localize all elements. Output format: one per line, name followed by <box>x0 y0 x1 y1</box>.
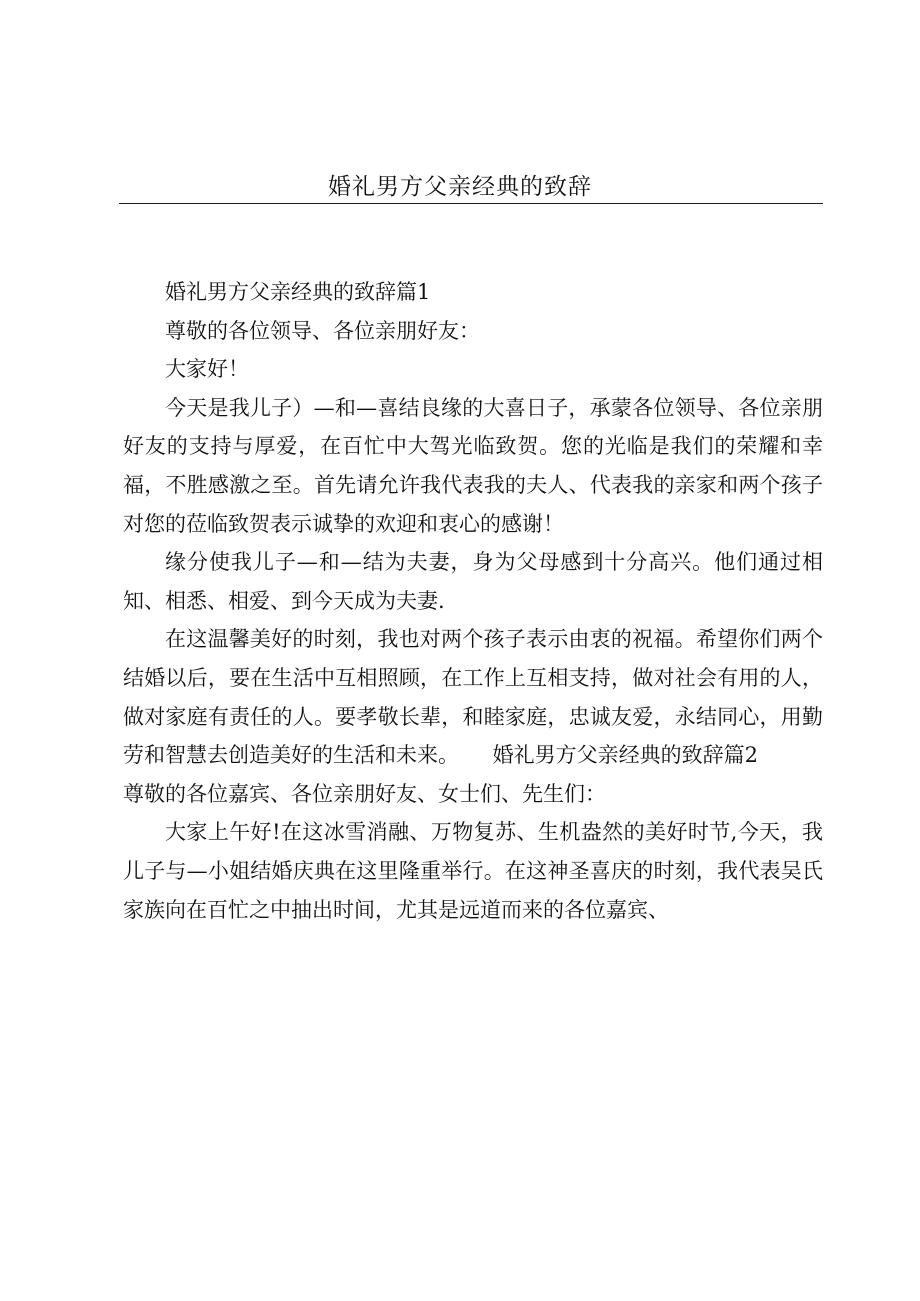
document-body <box>123 273 823 929</box>
paragraph-blessing-text: 在这温馨美好的时刻，我也对两个孩子表示由衷的祝福。希望你们两个结婚以后，要在生活中互相照顾，在工作上互相支持，做对社会有用的人，做对家庭有责任的人。要孝敬长辈，和睦家庭，忠诚友爱，永结同心，用勤劳和智慧去创造美好的生活和未来。 <box>123 627 823 768</box>
section-heading-2: 婚礼男方父亲经典的致辞篇2 <box>492 743 758 768</box>
paragraph-morning-greeting: 大家上午好!在这冰雪消融、万物复苏、生机盎然的美好时节,今天，我儿子与—小姐结婚庆典在这里隆重举行。在这神圣喜庆的时刻，我代表吴氏家族向在百忙之中抽出时间，尤其是远道而来的各位嘉宾、 <box>123 820 823 922</box>
salutation-2: 尊敬的各位嘉宾、各位亲朋好友、女士们、先生们： <box>123 781 606 806</box>
section-heading-1: 婚礼男方父亲经典的致辞篇1 <box>165 280 431 304</box>
paragraph-welcome: 今天是我儿子）—和—喜结良缘的大喜日子，承蒙各位领导、各位亲朋好友的支持与厚爱，在百忙中大驾光临致贺。您的光临是我们的荣耀和幸福，不胜感激之至。首先请允许我代表我的夫人、代表我的亲家和两个孩子对您的莅临致贺表示诚挚的欢迎和衷心的感谢！ <box>123 395 823 536</box>
salutation-1: 尊敬的各位领导、各位亲朋好友： <box>165 318 480 343</box>
paragraph-fate: 缘分使我儿子—和—结为夫妻，身为父母感到十分高兴。他们通过相知、相悉、相爱、到今天成为夫妻. <box>123 550 823 613</box>
title-underline <box>119 203 823 204</box>
greeting-1: 大家好！ <box>165 357 249 382</box>
page-title: 婚礼男方父亲经典的致辞 <box>328 174 592 200</box>
paragraph-blessing <box>123 620 823 774</box>
